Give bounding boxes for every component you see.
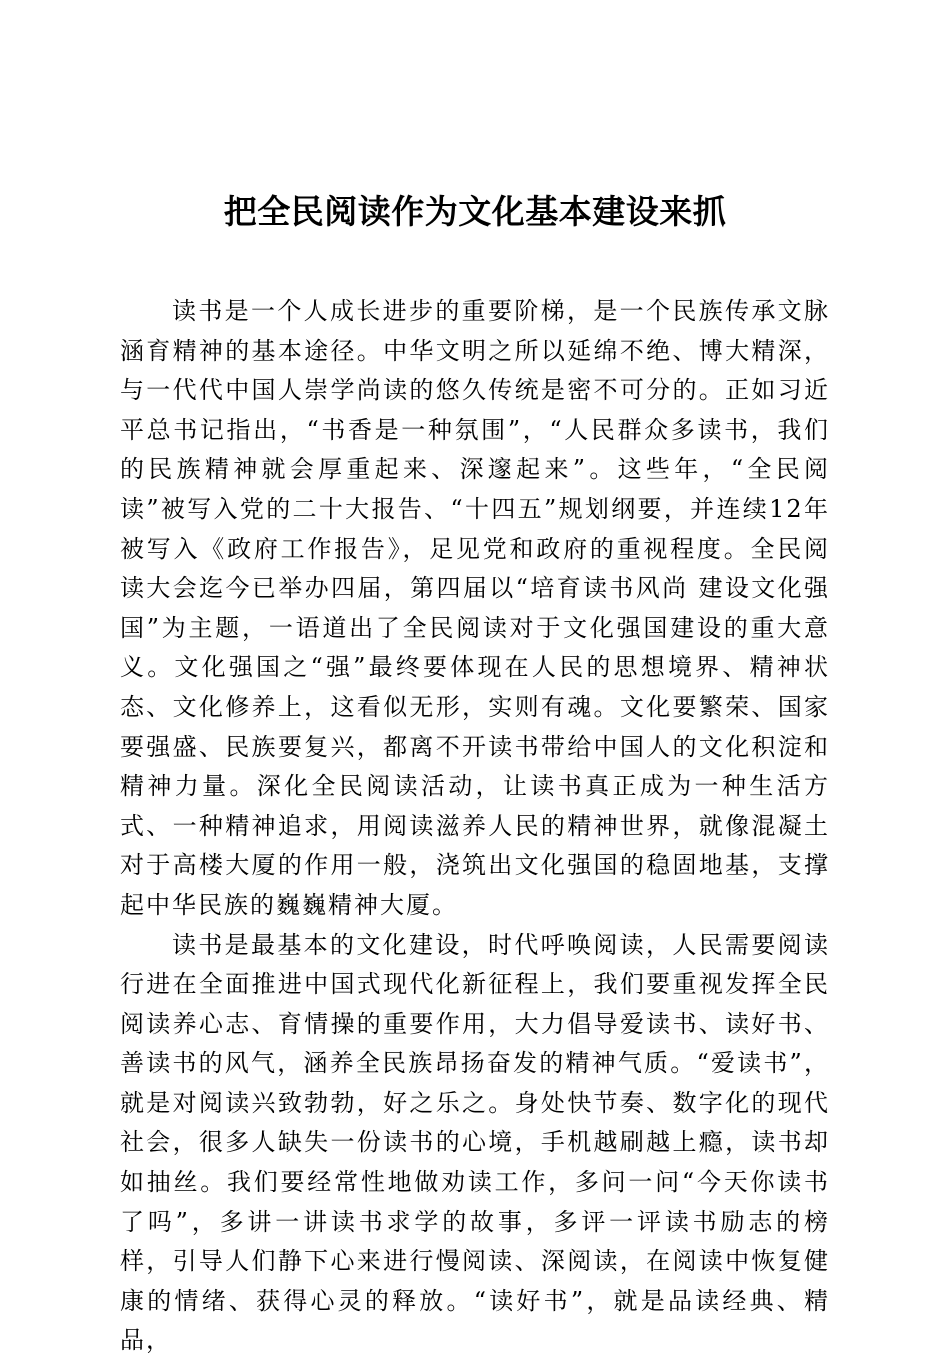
- document-body: [120, 292, 830, 1361]
- paragraph-2: 读书是最基本的文化建设，时代呼唤阅读，人民需要阅读行进在全面推进中国式现代化新征程上，我们要重视发挥全民阅读养心志、育情操的重要作用，大力倡导爱读书、读好书、善读书的风气，涵养全民族昂扬奋发的精神气质。“爱读书”，就是对阅读兴致勃勃，好之乐之。身处快节奏、数字化的现代社会，很多人缺失一份读书的心境，手机越刷越上瘾，读书却如抽丝。我们要经常性地做劝读工作，多问一问“今天你读书了吗”，多讲一讲读书求学的故事，多评一评读书励志的榜样，引导人们静下心来进行慢阅读、深阅读，在阅读中恢复健康的情绪、获得心灵的释放。“读好书”，就是品读经典、精品，: [120, 926, 830, 1361]
- paragraph-1: 读书是一个人成长进步的重要阶梯，是一个民族传承文脉涵育精神的基本途径。中华文明之所以延绵不绝、博大精深，与一代代中国人崇学尚读的悠久传统是密不可分的。正如习近平总书记指出，“书香是一种氛围”，“人民群众多读书，我们的民族精神就会厚重起来、深邃起来”。这些年，“全民阅读”被写入党的二十大报告、“十四五”规划纲要，并连续12年被写入《政府工作报告》，足见党和政府的重视程度。全民阅读大会迄今已举办四届，第四届以“培育读书风尚 建设文化强国”为主题，一语道出了全民阅读对于文化强国建设的重大意义。文化强国之“强”最终要体现在人民的思想境界、精神状态、文化修养上，这看似无形，实则有魂。文化要繁荣、国家要强盛、民族要复兴，都离不开读书带给中国人的文化积淀和精神力量。深化全民阅读活动，让读书真正成为一种生活方式、一种精神追求，用阅读滋养人民的精神世界，就像混凝土对于高楼大厦的作用一般，浇筑出文化强国的稳固地基，支撑起中华民族的巍巍精神大厦。: [120, 292, 830, 926]
- document-title: 把全民阅读作为文化基本建设来抓: [0, 190, 950, 234]
